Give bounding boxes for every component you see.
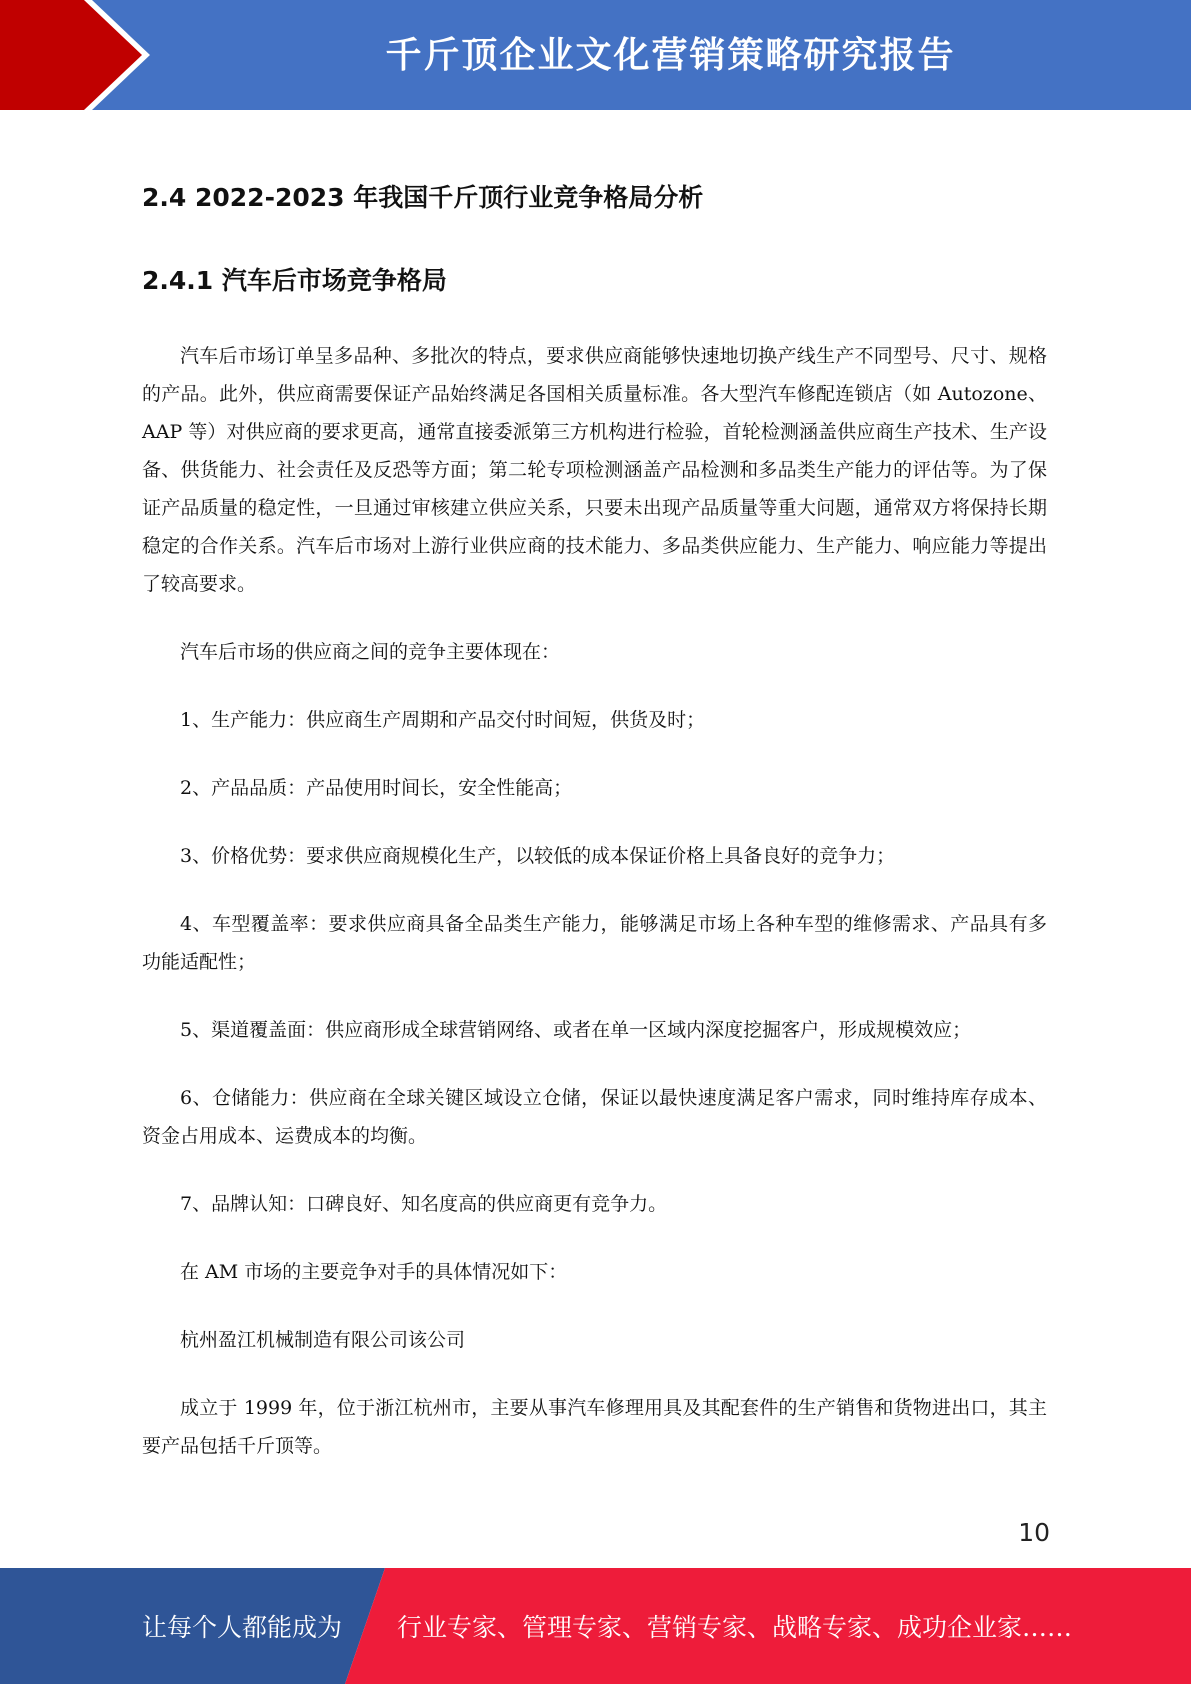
paragraph-company-name: 杭州盈江机械制造有限公司该公司 [180,1329,466,1351]
report-title: 千斤顶企业文化营销策略研究报告 [385,34,956,76]
page-number: 10 [1018,1518,1050,1547]
paragraph-competitors-lead: 在 AM 市场的主要竞争对手的具体情况如下： [180,1261,568,1283]
paragraph-point-6: 6、仓储能力：供应商在全球关键区域设立仓储，保证以最快速度满足客户需求，同时维持库存成本、资金占用成本、运费成本的均衡。 [142,1087,1047,1147]
section-heading: 2.4 2022-2023 年我国千斤顶行业竞争格局分析 [142,183,704,212]
paragraph-point-7: 7、品牌认知：口碑良好、知名度高的供应商更有竞争力。 [180,1193,668,1215]
paragraph-intro: 汽车后市场订单呈多品种、多批次的特点，要求供应商能够快速地切换产线生产不同型号、尺寸、规格的产品。此外，供应商需要保证产品始终满足各国相关质量标准。各大型汽车修配连锁店（如 Autozone、AAP 等）对供应商的要求更高，通常直接委派第三方机构进行检验，首轮检测涵盖供应商生产技术、生产设备、供货能力、社会责任及反恐等方面；第二轮专项检测涵盖产品检测和多品类生产能力的评估等。为了保证产品质量的稳定性，一旦通过审核建立供应关系，只要未出现产品质量等重大问题，通常双方将保持长期稳定的合作关系。汽车后市场对上游行业供应商的技术能力、多品类供应能力、生产能力、响应能力等提出了较高要求。 [142,345,1047,595]
paragraph-point-4: 4、车型覆盖率：要求供应商具备全品类生产能力，能够满足市场上各种车型的维修需求、产品具有多功能适配性； [142,913,1047,973]
paragraph-company-desc: 成立于 1999 年，位于浙江杭州市，主要从事汽车修理用具及其配套件的生产销售和货物进出口，其主要产品包括千斤顶等。 [142,1397,1047,1457]
header-banner [0,0,1191,110]
paragraph-competition-lead: 汽车后市场的供应商之间的竞争主要体现在： [180,641,561,663]
paragraph-point-1: 1、生产能力：供应商生产周期和产品交付时间短，供货及时； [180,709,706,731]
footer-slogan-left: 让每个人都能成为 [142,1613,343,1642]
subsection-heading: 2.4.1 汽车后市场竞争格局 [142,265,447,295]
paragraph-point-5: 5、渠道覆盖面：供应商形成全球营销网络、或者在单一区域内深度挖掘客户，形成规模效应； [180,1019,972,1041]
paragraph-point-2: 2、产品品质：产品使用时间长，安全性能高； [180,777,573,799]
paragraph-point-3: 3、价格优势：要求供应商规模化生产，以较低的成本保证价格上具备良好的竞争力； [180,845,896,867]
document-body [142,160,1047,1465]
footer-slogan-right: 行业专家、管理专家、营销专家、战略专家、成功企业家…… [397,1613,1073,1642]
footer-banner [0,1568,1191,1684]
